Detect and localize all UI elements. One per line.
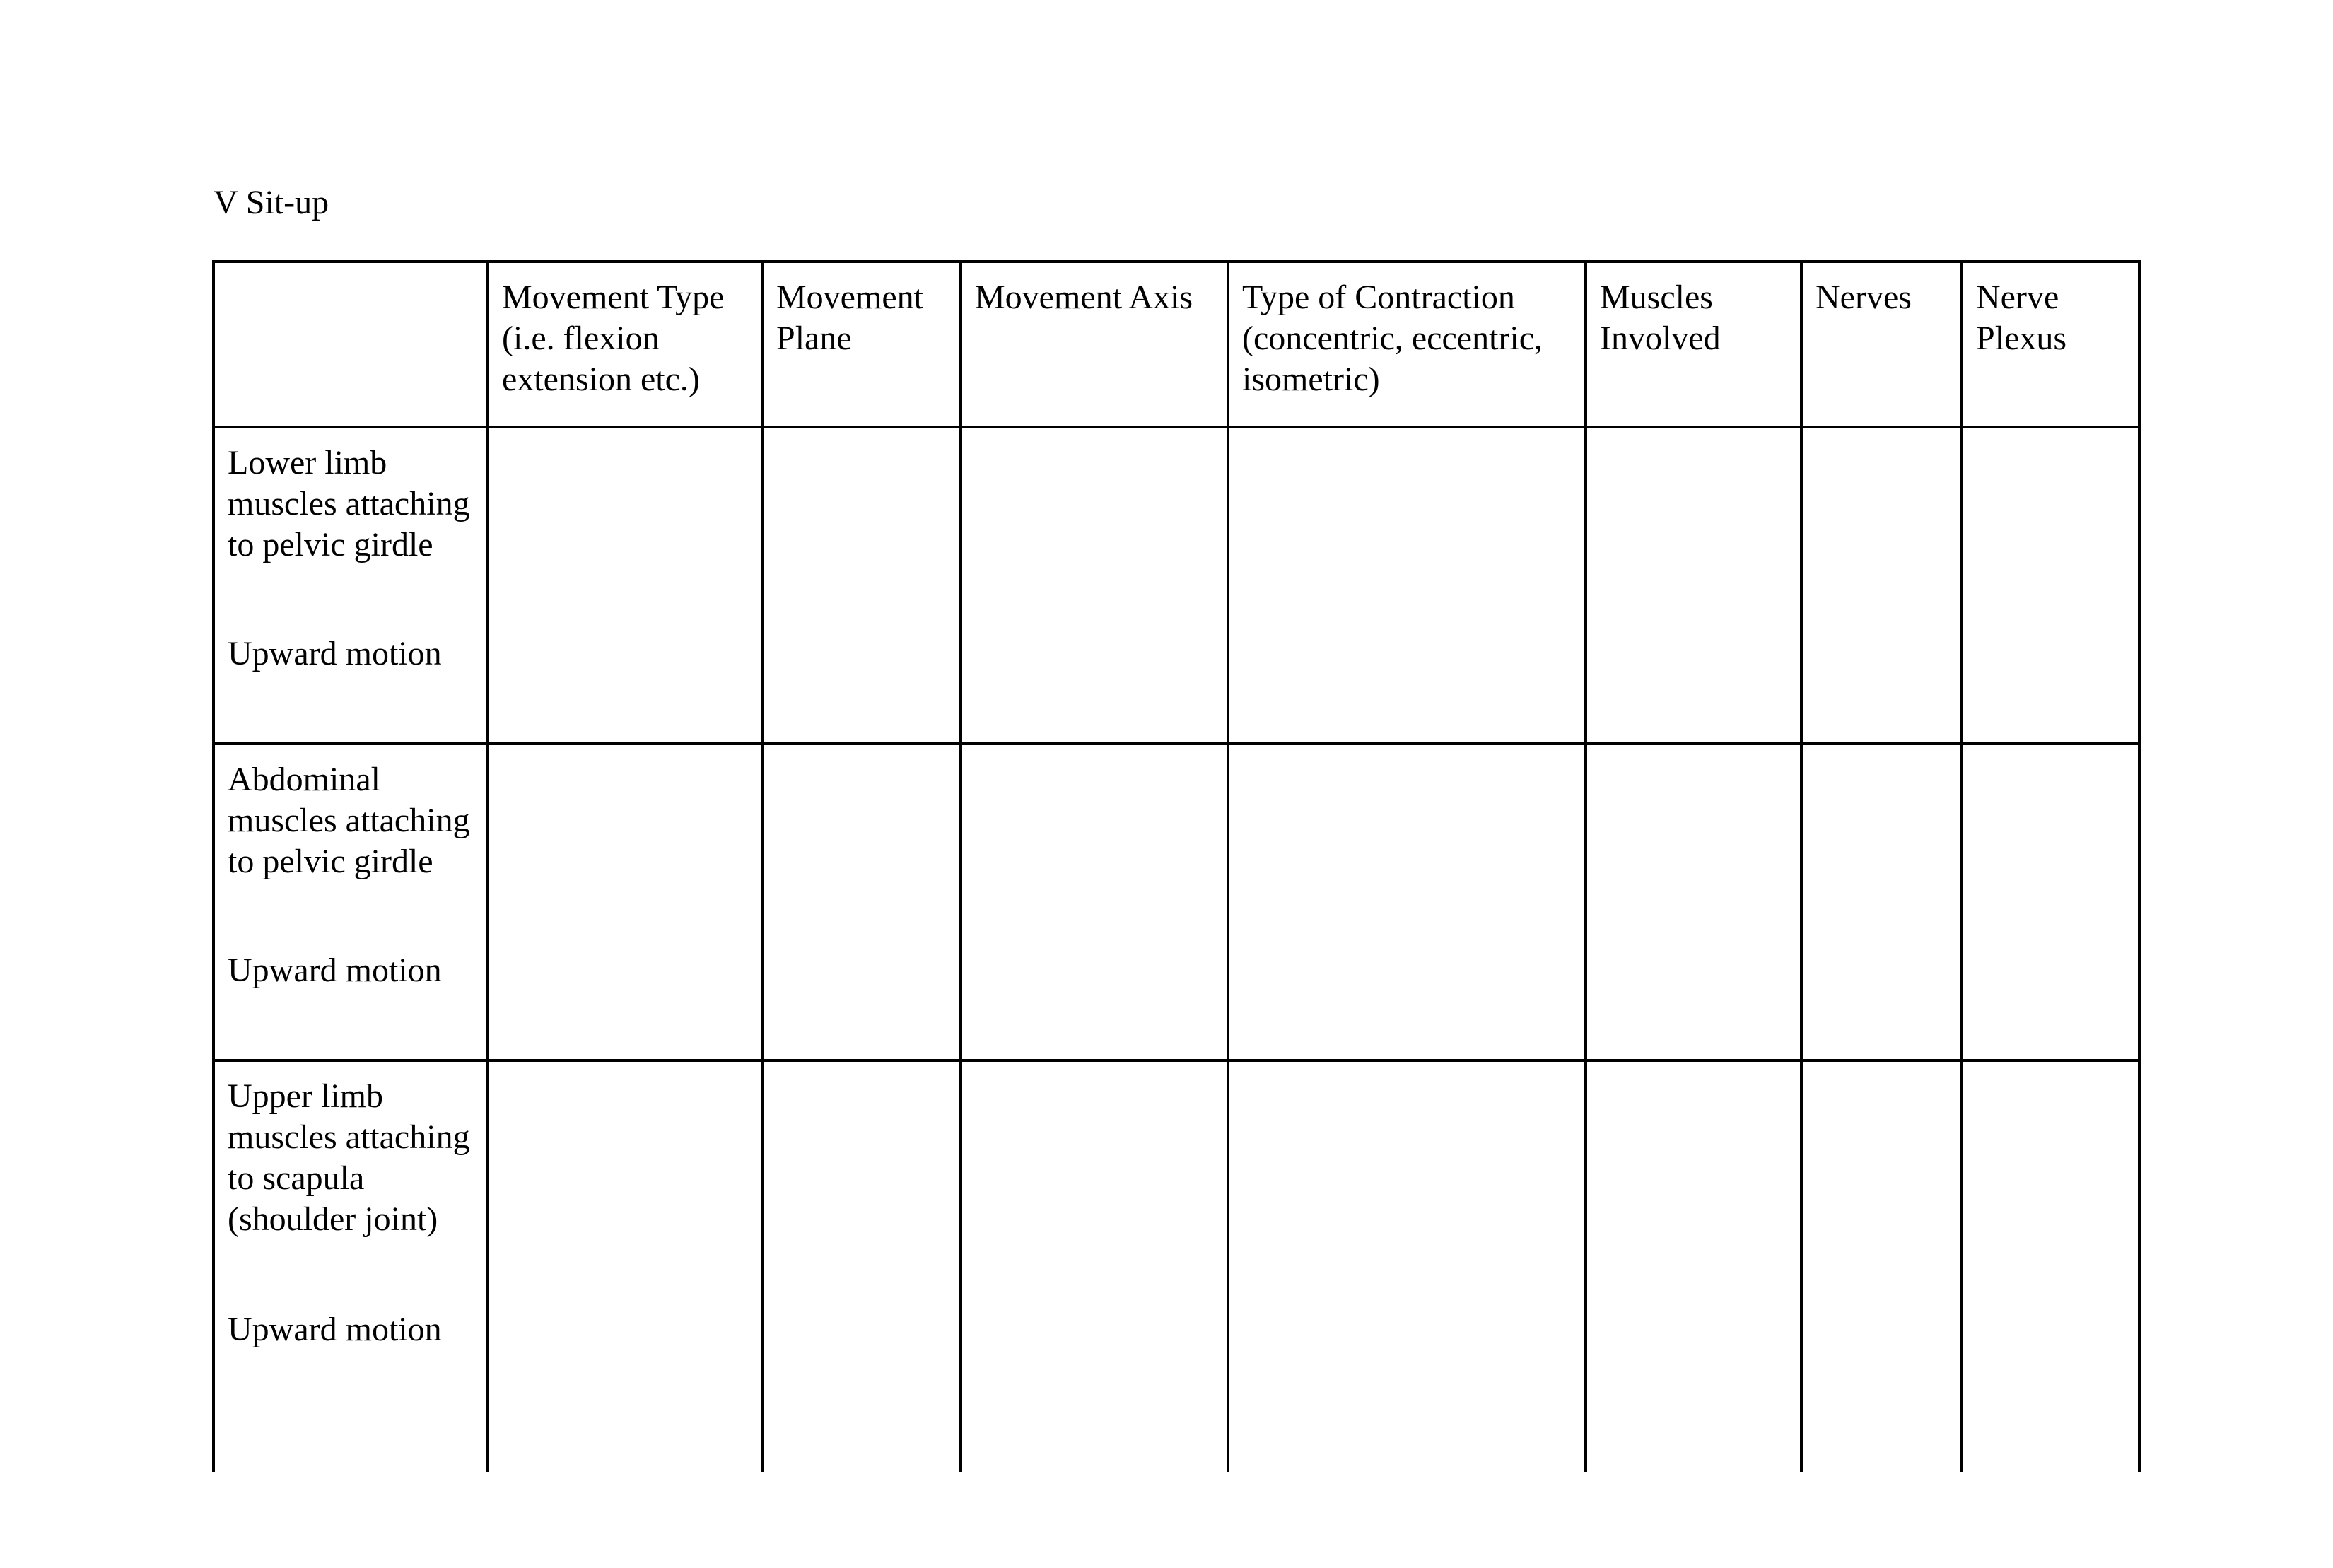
header-cell-contraction-type: Type of Contraction (concentric, eccentric, isometric)	[1228, 262, 1586, 427]
header-cell-movement-type: Movement Type (i.e. flexion extension etc.)	[488, 262, 762, 427]
answer-cell[interactable]	[1228, 427, 1586, 744]
answer-cell[interactable]	[1586, 427, 1801, 744]
header-cell-nerve-plexus: Nerve Plexus	[1962, 262, 2139, 427]
row-label: Upper limb muscles attaching to scapula (shoulder joint)	[228, 1077, 470, 1238]
row-motion: Upward motion	[228, 635, 442, 672]
answer-cell[interactable]	[1228, 744, 1586, 1060]
page-title: V Sit-up	[214, 184, 329, 221]
worksheet-table	[212, 260, 2141, 1472]
answer-cell[interactable]	[961, 744, 1228, 1060]
answer-cell[interactable]	[488, 744, 762, 1060]
table-row	[214, 427, 2139, 744]
row-label-cell	[214, 744, 488, 1060]
answer-cell[interactable]	[762, 1060, 961, 1472]
header-cell-nerves: Nerves	[1801, 262, 1962, 427]
answer-cell[interactable]	[961, 427, 1228, 744]
header-cell-muscles-involved: Muscles Involved	[1586, 262, 1801, 427]
answer-cell[interactable]	[1962, 1060, 2139, 1472]
answer-cell[interactable]	[1228, 1060, 1586, 1472]
header-cell-movement-plane: Movement Plane	[762, 262, 961, 427]
answer-cell[interactable]	[1962, 427, 2139, 744]
answer-cell[interactable]	[1586, 1060, 1801, 1472]
answer-cell[interactable]	[488, 1060, 762, 1472]
row-label: Lower limb muscles attaching to pelvic girdle	[228, 444, 470, 563]
row-motion: Upward motion	[228, 952, 442, 989]
header-cell-blank	[214, 262, 488, 427]
answer-cell[interactable]	[961, 1060, 1228, 1472]
row-label: Abdominal muscles attaching to pelvic girdle	[228, 761, 470, 880]
answer-cell[interactable]	[1801, 744, 1962, 1060]
answer-cell[interactable]	[762, 744, 961, 1060]
header-cell-movement-axis: Movement Axis	[961, 262, 1228, 427]
answer-cell[interactable]	[1962, 744, 2139, 1060]
table-row	[214, 744, 2139, 1060]
answer-cell[interactable]	[1586, 744, 1801, 1060]
answer-cell[interactable]	[488, 427, 762, 744]
row-label-cell	[214, 427, 488, 744]
answer-cell[interactable]	[1801, 427, 1962, 744]
table-row	[214, 1060, 2139, 1472]
row-label-cell	[214, 1060, 488, 1472]
row-motion: Upward motion	[228, 1311, 442, 1348]
answer-cell[interactable]	[1801, 1060, 1962, 1472]
header-row	[214, 262, 2139, 427]
answer-cell[interactable]	[762, 427, 961, 744]
